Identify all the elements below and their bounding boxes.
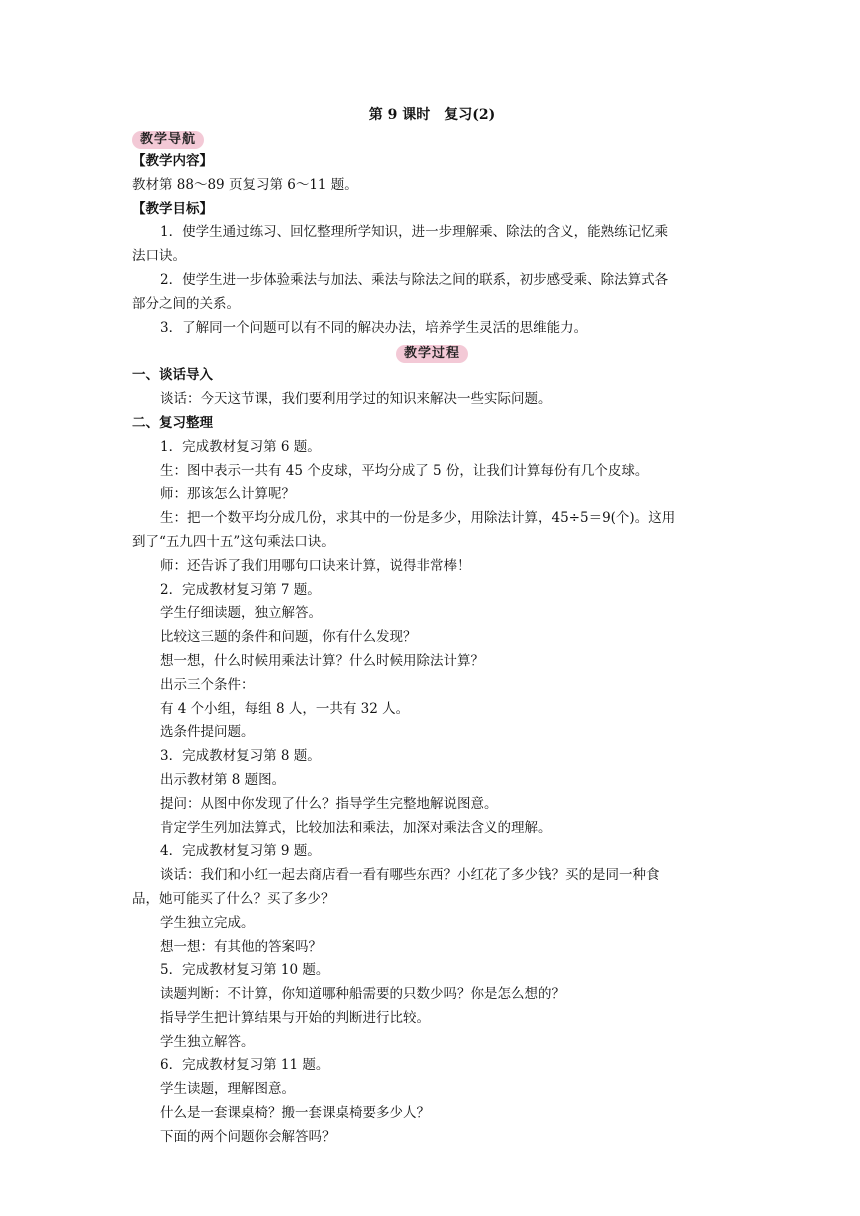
lesson-title: 第 9 课时 复习(2): [368, 107, 496, 123]
body-line: 5．完成教材复习第 10 题。: [160, 962, 330, 979]
body-line: 想一想，什么时候用乘法计算？什么时候用除法计算？: [160, 652, 484, 669]
goals-list: [132, 221, 732, 340]
goals-heading: 【教学目标】: [132, 200, 213, 217]
body-line: 3．完成教材复习第 8 题。: [160, 748, 321, 765]
body-line: 生：把一个数平均分成几份，求其中的一份是多少，用除法计算，45÷5＝9(个)。这用: [160, 510, 676, 527]
body-line: 师：那该怎么计算呢？: [160, 486, 295, 503]
section1-heading: 一、谈话导入: [132, 367, 213, 384]
teaching-nav-badge: 教学导航: [132, 131, 204, 149]
body-line: 读题判断：不计算，你知道哪种船需要的只数少吗？你是怎么想的？: [160, 986, 565, 1003]
body-line: 2．完成教材复习第 7 题。: [160, 581, 321, 598]
body-line: 谈话：我们和小红一起去商店看一看有哪些东西？小红花了多少钱？买的是同一种食: [160, 867, 660, 884]
goal-3-line: 3．了解同一个问题可以有不同的解决办法，培养学生灵活的思维能力。: [160, 319, 588, 336]
section1-text: 谈话：今天这节课，我们要利用学过的知识来解决一些实际问题。: [160, 391, 552, 408]
section2-body: [132, 436, 732, 1150]
content-text: 教材第 88～89 页复习第 6～11 题。: [132, 176, 358, 193]
body-line: 品，她可能买了什么？买了多少？: [132, 890, 335, 907]
section2-heading: 二、复习整理: [132, 414, 213, 431]
body-line: 出示三个条件：: [160, 676, 255, 693]
goal-2-line: 2．使学生进一步体验乘法与加法、乘法与除法之间的联系，初步感受乘、除法算式各: [160, 271, 669, 288]
body-line: 下面的两个问题你会解答吗？: [160, 1128, 336, 1145]
nav-badge-row: [132, 126, 732, 150]
body-line: 6．完成教材复习第 11 题。: [160, 1057, 330, 1074]
teaching-process-badge: 教学过程: [396, 345, 468, 363]
body-line: 提问：从图中你发现了什么？指导学生完整地解说图意。: [160, 795, 498, 812]
body-line: 想一想：有其他的答案吗？: [160, 938, 322, 955]
body-line: 师：还告诉了我们用哪句口诀来计算，说得非常棒！: [160, 557, 471, 574]
body-line: 指导学生把计算结果与开始的判断进行比较。: [160, 1009, 430, 1026]
body-line: 什么是一套课桌椅？搬一套课桌椅要多少人？: [160, 1105, 430, 1122]
body-line: 有 4 个小组，每组 8 人，一共有 32 人。: [160, 700, 410, 717]
process-badge-row: [132, 340, 732, 364]
goal-2-line: 部分之间的关系。: [132, 295, 240, 312]
body-line: 学生独立解答。: [160, 1033, 255, 1050]
body-line: 到了“五九四十五”这句乘法口诀。: [132, 533, 335, 550]
body-line: 生：图中表示一共有 45 个皮球，平均分成了 5 份，让我们计算每份有几个皮球。: [160, 462, 649, 479]
goal-1-line: 1．使学生通过练习、回忆整理所学知识，进一步理解乘、除法的含义，能熟练记忆乘: [160, 224, 669, 241]
body-line: 学生仔细读题，独立解答。: [160, 605, 322, 622]
goal-1-line: 法口诀。: [132, 248, 186, 265]
body-line: 比较这三题的条件和问题，你有什么发现？: [160, 629, 417, 646]
body-line: 肯定学生列加法算式，比较加法和乘法，加深对乘法含义的理解。: [160, 819, 552, 836]
body-line: 1．完成教材复习第 6 题。: [160, 438, 321, 455]
body-line: 学生独立完成。: [160, 914, 255, 931]
content-heading: 【教学内容】: [132, 153, 213, 169]
body-line: 选条件提问题。: [160, 724, 255, 741]
body-line: 出示教材第 8 题图。: [160, 771, 286, 788]
body-line: 4．完成教材复习第 9 题。: [160, 843, 321, 860]
body-line: 学生读题，理解图意。: [160, 1081, 295, 1098]
document-page: [132, 104, 732, 1150]
